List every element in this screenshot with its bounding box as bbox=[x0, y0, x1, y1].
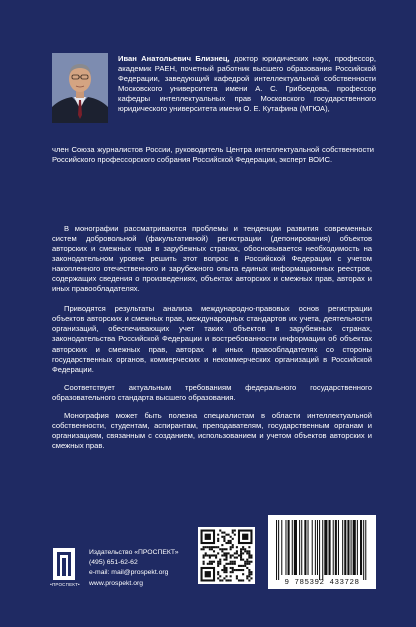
prospekt-logo-label: •ПРОСПЕКТ• bbox=[50, 582, 80, 587]
isbn-barcode bbox=[268, 515, 376, 589]
abstract-paragraph: Приводятся результаты анализа международно-правовых основ регистрации объектов авторских и смежных прав, международных стандартов их учета, деятельности организаций, обеспечивающих учет таких объектов в зарубежных странах, законодательства Российской Федерации и востребованности информации об объектах авторских и смежных прав, авторах и иных правообладателях со стороны государственных органов, коммерческих и некоммерческих организаций в Российской Федерации. bbox=[52, 304, 372, 374]
author-bio-text: доктор юридических наук, профессор, академик РАЕН, почетный работник высшего образования Российской Федерации, заведующий кафедрой интеллектуальной собственности Московского университета имени А. С. Грибоедова, профессор кафедры интеллектуальных прав Московского государственного юридического университета имени О. Е. Кутафина (МГЮА), bbox=[118, 54, 376, 114]
author-portrait-image bbox=[52, 53, 108, 123]
author-photo bbox=[52, 53, 108, 123]
publisher-name: Издательство «ПРОСПЕКТ» bbox=[89, 549, 179, 556]
book-abstract bbox=[52, 224, 372, 459]
qr-code-icon bbox=[198, 527, 255, 584]
publisher-email: e-mail: mail@prospekt.org bbox=[89, 569, 169, 577]
author-name: Иван Анатольевич Близнец, bbox=[118, 54, 230, 63]
author-bio-bottom: член Союза журналистов России, руководитель Центра интеллектуальной собственности Российского профессорского собрания Российской Федерации, эксперт ВОИС. bbox=[52, 145, 374, 165]
barcode-icon bbox=[268, 515, 376, 589]
qr-code bbox=[198, 527, 255, 584]
abstract-paragraph: Монография может быть полезна специалистам в области интеллектуальной собственности, студентам, аспирантам, преподавателям, государственным органам и организациям, связанным с созданием, использованием и учетом объектов авторских и смежных прав. bbox=[52, 410, 372, 450]
publisher-website: www.prospekt.org bbox=[89, 579, 144, 587]
publisher-info bbox=[89, 548, 179, 589]
publisher-phone: (495) 651-62-62 bbox=[89, 559, 138, 567]
author-bio-top bbox=[118, 54, 376, 115]
isbn-digits: 9 785392 433728 bbox=[284, 579, 360, 587]
abstract-paragraph: Соответствует актуальным требованиям федерального государственного образовательного стандарта высшего образования. bbox=[52, 382, 372, 402]
abstract-paragraph: В монографии рассматриваются проблемы и тенденции развития современных систем добровольной (факультативной) регистрации (депонирования) объектов авторских и смежных прав в зарубежных странах, обосновывается необходимость на законодательном уровне решить этот вопрос в Российской Федерации с учетом накопленного отечественного и зарубежного опыта единых информационных реестров, содержащих сведения о произведениях, объектах авторских и смежных прав, авторах и иных правообладателях. bbox=[52, 224, 372, 294]
prospekt-logo-icon bbox=[53, 548, 75, 580]
